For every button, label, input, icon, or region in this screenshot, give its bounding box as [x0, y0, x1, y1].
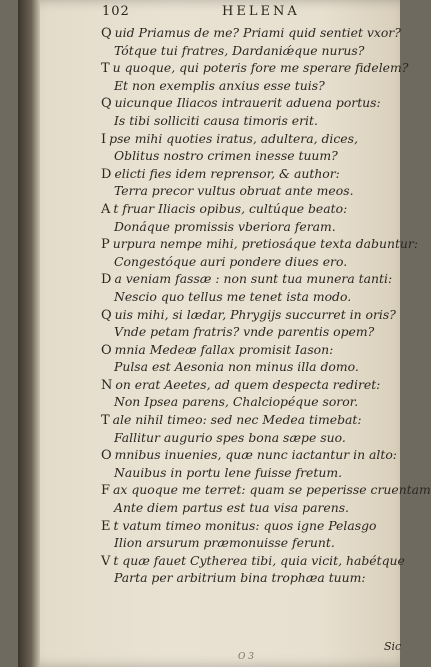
running-header: [102, 4, 398, 24]
verse-line-text: urpura nempe mihi, pretiosáque texta dabuntur:: [112, 236, 419, 252]
verse-line-text: Terra precor vultus obruat ante meos.: [114, 183, 354, 199]
verse-line: [98, 517, 398, 535]
verse-line: [98, 358, 398, 376]
initial-capital: I: [101, 131, 107, 147]
verse-line: [98, 130, 398, 148]
verse-line: [98, 253, 398, 271]
verse-line-text: Nescio quo tellus me tenet ista modo.: [114, 288, 352, 304]
initial-capital: D: [101, 166, 112, 182]
verse-line: [98, 24, 401, 42]
initial-capital: N: [101, 377, 113, 393]
verse-line: [98, 534, 398, 552]
verse-line-text: t quæ fauet Cytherea tibi, quia vicit, habétque: [113, 552, 405, 568]
initial-capital: F: [101, 483, 111, 499]
verse-line: [98, 270, 398, 288]
initial-capital: D: [101, 272, 112, 288]
verse-line-text: t fruar Iliacis opibus, cultúque beato:: [113, 200, 348, 216]
signature-mark: O 3: [238, 652, 254, 662]
verse-line-text: Donáque promissis vberiora feram.: [114, 218, 336, 234]
running-title: HELENA: [222, 4, 300, 19]
verse-line: [98, 481, 431, 499]
verse-line: [98, 306, 398, 324]
verse-line-text: Is tibi solliciti causa timoris erit.: [114, 112, 318, 128]
initial-capital: A: [101, 201, 111, 217]
verse-line-text: Tótque tui fratres, Dardaniǽque nurus?: [114, 42, 365, 58]
verse-line-text: a veniam fassæ : non sunt tua munera tanti:: [114, 271, 393, 287]
verse-line: [98, 94, 398, 112]
verse-line-text: ale nihil timeo: sed nec Medea timebat:: [112, 412, 362, 428]
verse-line-text: pse mihi quoties iratus, adultera, dices,: [109, 130, 358, 146]
verse-line: [98, 429, 398, 447]
verse-line-text: u quoque, qui poteris fore me sperare fidelem?: [112, 60, 409, 76]
verse-line-text: uid Priamus de me? Priami quid sentiet vxor?: [114, 25, 401, 40]
verse-line-text: Congestóque auri pondere diues ero.: [114, 253, 348, 269]
initial-capital: E: [101, 518, 111, 534]
verse-line: [98, 59, 409, 77]
initial-capital: T: [101, 413, 110, 429]
page-number: 102: [102, 4, 130, 19]
verse-line: [98, 42, 398, 60]
initial-capital: T: [101, 61, 110, 77]
verse-line: [98, 147, 398, 165]
verse-line: [98, 552, 405, 570]
book-page: [18, 0, 431, 667]
verse-line-text: mnia Medeæ fallax promisit Iason:: [114, 341, 334, 357]
initial-capital: O: [101, 342, 112, 358]
verse-line: [98, 341, 398, 359]
verse-line: [98, 112, 398, 130]
verse-line-text: ax quoque me terret: quam se peperisse cruentam: [113, 482, 431, 498]
verse-line: [98, 393, 398, 411]
verse-line: [98, 499, 398, 517]
verse-line: [98, 218, 398, 236]
verse-line: [98, 182, 398, 200]
verse-line: [98, 235, 419, 253]
verse-line: [98, 323, 398, 341]
verse-text: [98, 24, 431, 587]
initial-capital: P: [101, 237, 110, 253]
catchword: Sic: [384, 640, 402, 653]
verse-line: [98, 411, 398, 429]
verse-line-text: Ilion arsurum præmonuisse ferunt.: [114, 535, 335, 551]
verse-line: [98, 569, 398, 587]
verse-line: [98, 376, 398, 394]
initial-capital: Q: [101, 26, 112, 41]
initial-capital: V: [101, 553, 111, 569]
verse-line-text: mnibus inuenies, quæ nunc iactantur in alto:: [114, 447, 397, 463]
verse-line-text: Non Ipsea parens, Chalciopéque soror.: [114, 394, 359, 410]
verse-line-text: Fallitur augurio spes bona sæpe suo.: [114, 429, 346, 445]
verse-line-text: uicunque Iliacos intrauerit aduena portus:: [114, 95, 381, 111]
verse-line-text: Parta per arbitrium bina trophæa tuum:: [114, 570, 366, 586]
verse-line-text: Nauibus in portu lene fuisse fretum.: [114, 464, 343, 480]
verse-line: [98, 165, 398, 183]
verse-line-text: Et non exemplis anxius esse tuis?: [114, 77, 325, 93]
verse-line-text: Ante diem partus est tua visa parens.: [114, 500, 349, 516]
verse-line-text: Pulsa est Aesonia non minus illa domo.: [114, 359, 359, 375]
verse-line-text: elicti fies idem reprensor, & author:: [114, 165, 340, 181]
verse-line-text: Vnde petam fratris? vnde parentis opem?: [114, 324, 375, 340]
verse-line-text: Oblitus nostro crimen inesse tuum?: [114, 148, 338, 164]
page-gutter: [18, 0, 40, 667]
verse-line-text: on erat Aeetes, ad quem despecta rediret:: [115, 376, 381, 392]
verse-line: [98, 464, 398, 482]
verse-line: [98, 288, 398, 306]
verse-line: [98, 446, 398, 464]
verse-line: [98, 77, 398, 95]
verse-line-text: uis mihi, si lædar, Phrygijs succurret in oris?: [114, 306, 396, 322]
initial-capital: Q: [101, 96, 112, 112]
initial-capital: Q: [101, 307, 112, 323]
verse-line-text: t vatum timeo monitus: quos igne Pelasgo: [113, 517, 377, 533]
initial-capital: O: [101, 448, 112, 464]
verse-line: [98, 200, 398, 218]
